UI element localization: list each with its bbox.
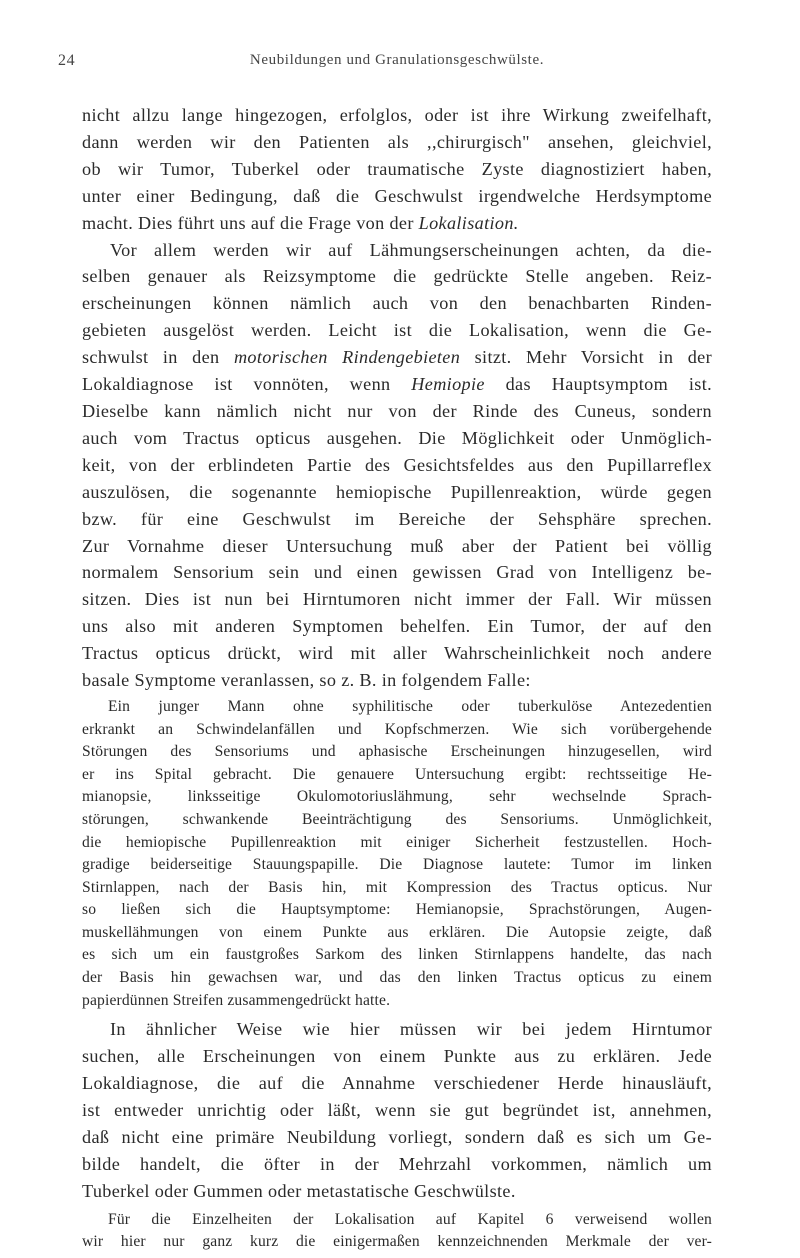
- page-header: [58, 52, 712, 74]
- text-segment: das Hauptsymptom ist.: [484, 374, 713, 395]
- text-line: [82, 371, 712, 398]
- text-line: Lokaldiagnose, die auf die Annahme verschiedener Herde hinausläuft,: [82, 1073, 712, 1094]
- text-segment: sitzt. Mehr Vorsicht in der: [460, 347, 712, 368]
- text-line: gradige beiderseitige Stauungspapille. Die Diagnose lautete: Tumor im linken: [82, 856, 712, 874]
- paragraph-1: [82, 102, 712, 237]
- text-line: nicht allzu lange hingezogen, erfolglos, oder ist ihre Wirkung zweifelhaft,: [82, 105, 712, 125]
- text-line: bzw. für eine Geschwulst im Bereiche der Sehsphäre sprechen.: [82, 508, 712, 529]
- text-line: Dieselbe kann nämlich nicht nur von der Rinde des Cuneus, sondern: [82, 400, 712, 421]
- text-line: störungen, schwankende Beeinträchtigung des Sensoriums. Unmöglichkeit,: [82, 810, 712, 828]
- text-line: bilde handelt, die öfter in der Mehrzahl vorkommen, nämlich um: [82, 1153, 712, 1174]
- text-line: Tractus opticus drückt, wird mit aller Wahrscheinlichkeit noch andere: [82, 643, 712, 664]
- text-line: ob wir Tumor, Tuberkel oder traumatische Zyste diagnostiziert haben,: [82, 158, 712, 179]
- page-number: 24: [58, 52, 76, 69]
- italic-term: motorischen Rindengebieten: [233, 347, 461, 368]
- text-line: Vor allem werden wir auf Lähmungserscheinungen achten, da die-: [110, 239, 712, 260]
- text-line: ist entweder unrichtig oder läßt, wenn sie gut begründet ist, annehmen,: [82, 1099, 712, 1120]
- text-segment: Lokaldiagnose ist vonnöten, wenn: [82, 374, 412, 395]
- text-segment: schwulst in den: [82, 347, 234, 368]
- text-line: dann werden wir den Patienten als ,,chirurgisch" ansehen, gleichviel,: [82, 131, 712, 152]
- book-page: [58, 52, 713, 1258]
- text-line: Für die Einzelheiten der Lokalisation auf Kapitel 6 verweisend wollen: [108, 1210, 712, 1228]
- text-line: wir hier nur ganz kurz die einigermaßen kennzeichnenden Merkmale der ver-: [82, 1233, 712, 1251]
- text-line: In ähnlicher Weise wie hier müssen wir bei jedem Hirntumor: [110, 1019, 712, 1040]
- text-line: mianopsie, linksseitige Okulomotoriuslähmung, sehr wechselnde Sprach-: [82, 788, 712, 806]
- paragraph-3: [82, 1016, 712, 1204]
- text-line: auch vom Tractus opticus ausgehen. Die Möglichkeit oder Unmöglich-: [82, 427, 712, 448]
- text-line: erscheinungen können nämlich auch von den benachbarten Rinden-: [82, 293, 712, 314]
- text-line: normalem Sensorium sein und einen gewissen Grad von Intelligenz be-: [82, 562, 712, 583]
- paragraph-2: [82, 237, 712, 694]
- text-line: muskellähmungen von einem Punkte aus erklären. Die Autopsie zeigte, daß: [82, 923, 712, 941]
- case-report: [82, 696, 712, 1012]
- text-line: suchen, alle Erscheinungen von einem Punkte aus zu erklären. Jede: [82, 1046, 712, 1067]
- text-segment: macht. Dies führt uns auf die Frage von der: [82, 212, 419, 233]
- text-line: unter einer Bedingung, daß die Geschwulst irgendwelche Herdsymptome: [82, 185, 712, 206]
- italic-term: Hemiopie: [411, 374, 485, 395]
- running-title: Neubildungen und Granulationsgeschwülste.: [249, 52, 545, 68]
- text-line: daß nicht eine primäre Neubildung vorliegt, sondern daß es sich um Ge-: [82, 1126, 712, 1147]
- text-line: basale Symptome veranlassen, so z. B. in folgendem Falle:: [82, 670, 531, 691]
- text-line: Ein junger Mann ohne syphilitische oder tuberkulöse Antezedentien: [108, 697, 712, 715]
- text-line: die hemiopische Pupillenreaktion mit einiger Sicherheit festzustellen. Hoch-: [82, 833, 712, 851]
- text-line: papierdünnen Streifen zusammengedrückt hatte.: [82, 991, 391, 1009]
- text-line: [82, 344, 712, 371]
- text-line: sitzen. Dies ist nun bei Hirntumoren nicht immer der Fall. Wir müssen: [82, 589, 712, 610]
- text-line: er ins Spital gebracht. Die genauere Untersuchung ergibt: rechtsseitige He-: [82, 765, 712, 783]
- text-line: so ließen sich die Hauptsymptome: Hemianopsie, Sprachstörungen, Augen-: [82, 901, 712, 919]
- text-line: [82, 210, 712, 237]
- text-line: der Basis hin gewachsen war, und das den linken Tractus opticus zu einem: [82, 969, 712, 987]
- text-line: Tuberkel oder Gummen oder metastatische Geschwülste.: [82, 1180, 516, 1201]
- text-line: auszulösen, die sogenannte hemiopische Pupillenreaktion, würde gegen: [82, 481, 712, 502]
- text-line: selben genauer als Reizsymptome die gedrückte Stelle angeben. Reiz-: [82, 266, 712, 287]
- text-line: Zur Vornahme dieser Untersuchung muß aber der Patient bei völlig: [82, 535, 712, 556]
- text-line: Störungen des Sensoriums und aphasische Erscheinungen hinzugesellen, wird: [82, 743, 712, 761]
- text-line: Stirnlappen, nach der Basis hin, mit Kompression des Tractus opticus. Nur: [82, 878, 712, 896]
- text-line: uns also mit anderen Symptomen behelfen. Ein Tumor, der auf den: [82, 616, 712, 637]
- italic-term: Lokalisation.: [418, 212, 519, 233]
- paragraph-4: [82, 1209, 712, 1254]
- text-line: gebieten ausgelöst werden. Leicht ist die Lokalisation, wenn die Ge-: [82, 320, 712, 341]
- body-text: [82, 102, 712, 1254]
- text-line: keit, von der erblindeten Partie des Gesichtsfeldes aus den Pupillarreflex: [82, 454, 712, 475]
- text-line: erkrankt an Schwindelanfällen und Kopfschmerzen. Wie sich vorübergehende: [82, 720, 712, 738]
- text-line: es sich um ein faustgroßes Sarkom des linken Stirnlappens handelte, das nach: [82, 946, 712, 964]
